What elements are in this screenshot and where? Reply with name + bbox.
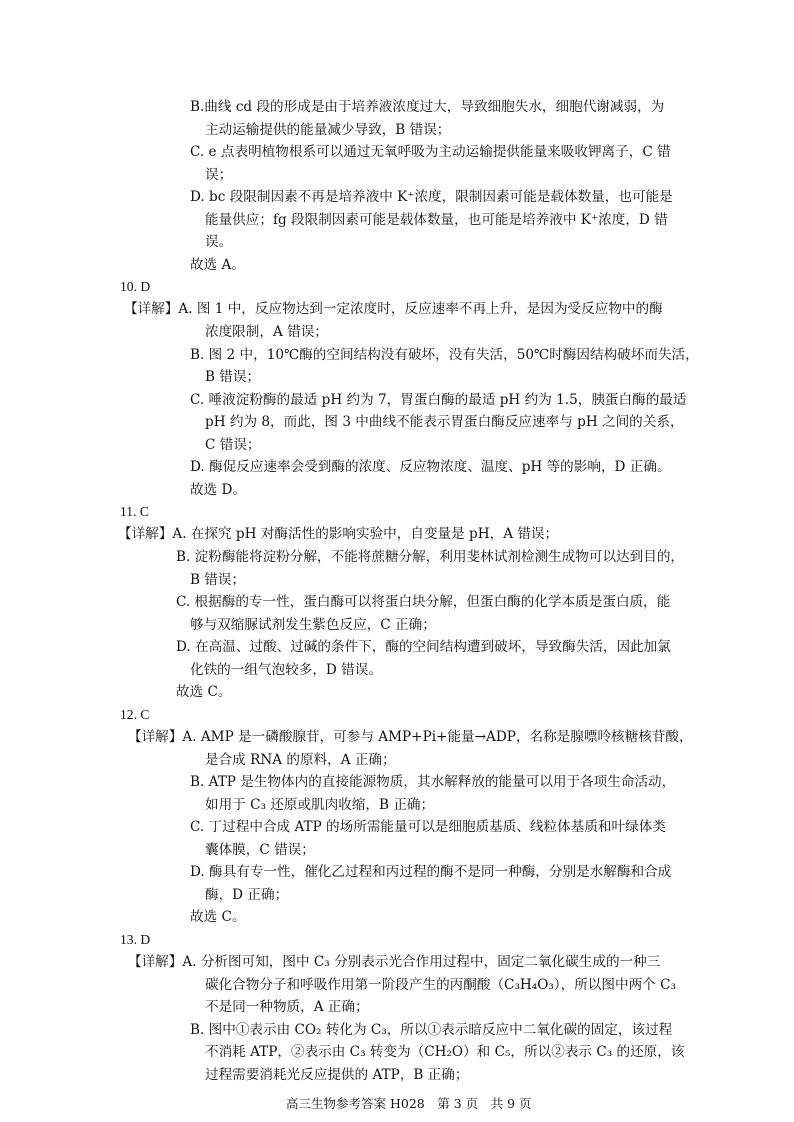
text-line: 【详解】A. 在探究 pH 对酶活性的影响实验中，自变量是 pH，A 错误； [118,526,559,542]
page-footer: 高三生物参考答案 H028 第 3 页 共 9 页 [286,1096,532,1111]
text-line: C 错误； [205,437,261,453]
question-number: 10. D [120,279,151,294]
question-number: 12. C [120,707,150,722]
text-line: C. 丁过程中合成 ATP 的场所需能量可以是细胞质基质、线粒体基质和叶绿体类 [190,819,666,835]
text-line: B. 图 2 中，10℃酶的空间结构没有破坏，没有失活，50℃时酶因结构破坏而失活， [190,347,699,363]
text-line: 【详解】A. AMP 是一磷酸腺苷，可参与 AMP+Pi+能量→ADP，名称是腺嘌呤核糖核苷酸， [128,729,693,745]
text-line: 故选 C。 [176,684,232,700]
text-line: B. ATP 是生物体内的直接能源物质，其水解释放的能量可以用于各项生命活动， [190,774,676,790]
text-line: D. 酶促反应速率会受到酶的浓度、反应物浓度、温度、pH 等的影响，D 正确。 [190,459,671,475]
question-number: 13. D [120,932,151,947]
text-line: 不消耗 ATP，②表示由 C₃ 转变为（CH₂O）和 C₅，所以②表示 C₃ 的还原，该 [205,1044,685,1060]
text-line: B. 图中①表示由 CO₂ 转化为 C₃，所以①表示暗反应中二氧化碳的固定，该过程 [190,1022,673,1038]
text-line: 过程需要消耗光反应提供的 ATP，B 正确； [205,1067,469,1083]
text-line: B 错误； [190,572,246,588]
text-line: 故选 A。 [190,257,245,273]
text-line: 【详解】A. 图 1 中，反应物达到一定浓度时，反应速率不再上升，是因为受反应物中的酶 [124,301,663,317]
text-line: 故选 C。 [190,909,246,925]
text-line: C. 唾液淀粉酶的最适 pH 约为 7，胃蛋白酶的最适 pH 约为 1.5，胰蛋白酶的最适 [190,392,687,408]
text-line: 故选 D。 [190,482,247,498]
text-line: 是合成 RNA 的原料，A 正确； [205,752,396,768]
text-line: B. 淀粉酶能将淀粉分解，不能将蔗糖分解，利用斐林试剂检测生成物可以达到目的， [176,549,685,565]
text-line: 浓度限制，A 错误； [205,324,328,340]
text-line: B 错误； [205,369,261,385]
text-line: B.曲线 cd 段的形成是由于培养液浓度过大，导致细胞失水，细胞代谢减弱，为 [190,99,665,115]
text-line: 【详解】A. 分析图可知，图中 C₃ 分别表示光合作用过程中，固定二氧化碳生成的一种三 [128,954,661,970]
question-number: 11. C [120,504,149,519]
text-line: 化铁的一组气泡较多，D 错误。 [190,662,382,678]
text-line: 主动运输提供的能量减少导致，B 错误； [205,122,451,138]
text-line: D. 在高温、过酸、过碱的条件下，酶的空间结构遭到破坏，导致酶失活，因此加氯 [176,639,671,655]
text-line: D. bc 段限制因素不再是培养液中 K⁺浓度，限制因素可能是载体数量，也可能是 [190,189,673,205]
text-line: C. e 点表明植物根系可以通过无氧呼吸为主动运输提供能量来吸收钾离子，C 错 [190,144,671,160]
text-line: pH 约为 8，而此，图 3 中曲线不能表示胃蛋白酶反应速率与 pH 之间的关系， [205,414,684,430]
text-line: D. 酶具有专一性，催化乙过程和丙过程的酶不是同一种酶，分别是水解酶和合成 [190,864,672,880]
text-line: C. 根据酶的专一性，蛋白酶可以将蛋白块分解，但蛋白酶的化学本质是蛋白质，能 [176,594,671,610]
text-line: 不是同一种物质，A 正确； [205,999,369,1015]
text-line: 碳化合物分子和呼吸作用第一阶段产生的丙酮酸（C₃H₄O₃），所以图中两个 C₃ [205,977,676,993]
text-line: 酶，D 正确； [205,887,289,903]
text-line: 如用于 C₃ 还原或肌肉收缩，B 正确； [205,797,435,813]
text-line: 够与双缩脲试剂发生紫色反应，C 正确； [190,617,436,633]
text-line: 误； [205,167,233,183]
text-line: 囊体膜，C 错误； [205,842,315,858]
text-line: 能量供应；fg 段限制因素可能是载体数量，也可能是培养液中 K⁺浓度，D 错 [205,212,668,228]
text-line: 误。 [205,234,233,250]
